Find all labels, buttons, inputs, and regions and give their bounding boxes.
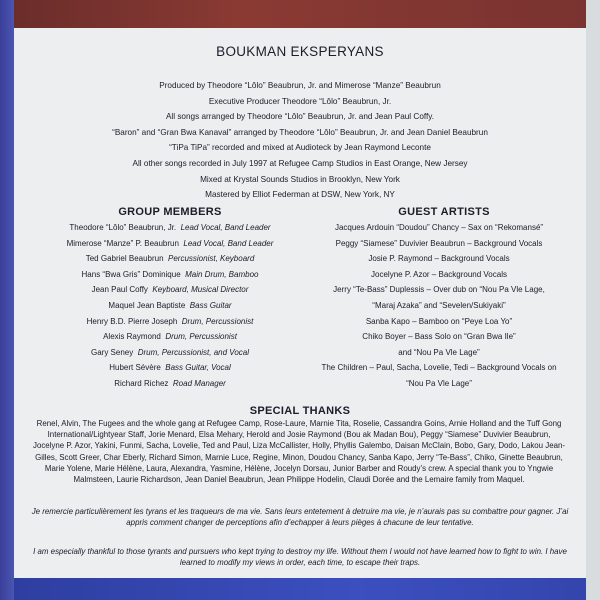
credit-line: Mastered by Elliot Federman at DSW, New York, NY	[205, 190, 395, 200]
credit-line: All songs arranged by Theodore “Lôlo” Beaubrun, Jr. and Jean Paul Coffy.	[165, 112, 435, 122]
guest-line: Jerry “Te-Bass” Duplessis – Over dub on “Nou Pa Vle Lage,	[333, 285, 545, 295]
guest-line: The Children – Paul, Sacha, Lovelie, Tedi – Background Vocals on	[321, 363, 557, 373]
member-entry	[50, 282, 290, 298]
member-name: Hans “Bwa Gris” Dominique	[81, 269, 181, 279]
credit-line: Mixed at Krystal Sounds Studios in Brooklyn, New York	[200, 174, 400, 184]
group-members-heading: GROUP MEMBERS	[118, 206, 222, 218]
booklet-page	[14, 0, 586, 600]
member-entry	[50, 329, 290, 345]
guest-artists-heading: GUEST ARTISTS	[398, 206, 490, 218]
credit-line: “Baron” and “Gran Bwa Kanaval” arranged by Theodore “Lôlo” Beaubrun, Jr. and Jean Daniel Beaubrun	[112, 127, 488, 137]
guest-line: Sanba Kapo – Bamboo on “Peye Loa Yo”	[365, 316, 513, 326]
guest-artists-list	[304, 220, 574, 392]
member-entry	[50, 314, 290, 330]
bottom-color-band	[14, 578, 586, 600]
guest-line: Jocelyne P. Azor – Background Vocals	[371, 269, 507, 279]
member-role: Drum, Percussionist	[181, 316, 254, 326]
credit-line: Produced by Theodore “Lôlo” Beaubrun, Jr. and Mimerose “Manze” Beaubrun	[159, 81, 441, 90]
guest-line: and “Nou Pa Vle Lage”	[398, 347, 480, 357]
member-entry	[50, 345, 290, 361]
member-name: Henry B.D. Pierre Joseph	[86, 316, 178, 326]
left-cover-edge	[0, 0, 14, 600]
member-name: Mimerose “Manze” P. Beaubrun	[66, 238, 179, 248]
guest-line: Peggy “Siamese” Duvivier Beaubrun – Background Vocals	[335, 238, 543, 248]
french-quote: Je remercie particulièrement les tyrans et les traqueurs de ma vie. Sans leurs entetement à detruire ma vie, je n’aurais pas su combattre pour gagner. J’ai appris comment changer de perceptions afin d’echapper à leurs pièges à chacune de leur tentative.	[31, 507, 569, 528]
member-role: Road Manager	[172, 378, 226, 388]
guest-line: “Maraj Azaka” and “Sevelen/Sukiyaki”	[372, 300, 506, 310]
member-role: Bass Guitar	[189, 300, 232, 310]
member-name: Jean Paul Coffy	[91, 285, 148, 295]
member-name: Alexis Raymond	[103, 332, 161, 342]
credit-line: Executive Producer Theodore “Lôlo” Beaubrun, Jr.	[208, 96, 392, 106]
guest-line: Jacques Ardouin “Doudou” Chancy – Sax on “Rekomansé”	[334, 223, 544, 232]
member-role: Lead Vocal, Band Leader	[180, 223, 271, 232]
member-entry	[50, 298, 290, 314]
member-role: Main Drum, Bamboo	[185, 269, 259, 279]
production-credits	[14, 78, 586, 203]
member-entry	[50, 251, 290, 267]
member-role: Bass Guitar, Vocal	[165, 363, 231, 373]
right-page-edge	[586, 0, 600, 600]
member-name: Ted Gabriel Beaubrun	[85, 254, 164, 264]
credit-line: All other songs recorded in July 1997 at Refugee Camp Studios in East Orange, New Jersey	[132, 158, 468, 168]
member-name: Gary Seney	[90, 347, 134, 357]
credit-line: “TiPa TiPa” recorded and mixed at Audioteck by Jean Raymond Leconte	[169, 143, 431, 153]
member-role: Drum, Percussionist, and Vocal	[137, 347, 249, 357]
member-role: Lead Vocal, Band Leader	[183, 238, 274, 248]
member-entry	[50, 376, 290, 392]
group-members-list	[50, 220, 290, 392]
member-role: Percussionist, Keyboard	[168, 254, 255, 264]
guest-line: Chiko Boyer – Bass Solo on “Gran Bwa Ile”	[362, 332, 516, 342]
member-name: Maquel Jean Baptiste	[108, 300, 186, 310]
guest-line: Josie P. Raymond – Background Vocals	[368, 254, 510, 264]
top-color-band	[14, 0, 586, 28]
member-role: Keyboard, Musical Director	[152, 285, 249, 295]
member-name: Hubert Sévère	[109, 363, 161, 373]
member-name: Theodore “Lôlo” Beaubrun, Jr.	[69, 223, 177, 232]
english-quote: I am especially thankful to those tyrants and pursuers who kept trying to destroy my life. Without them I would not have learned how to fight to win. I have learned to modify my views in order, each time, to escape their traps.	[33, 547, 567, 568]
member-role: Drum, Percussionist	[165, 332, 237, 342]
special-thanks-heading: SPECIAL THANKS	[249, 405, 351, 417]
guest-line: “Nou Pa Vle Lage”	[406, 378, 472, 388]
member-entry	[50, 236, 290, 252]
member-entry	[50, 360, 290, 376]
member-entry	[50, 220, 290, 236]
album-artist-title: BOUKMAN EKSPERYANS	[216, 44, 384, 59]
member-entry	[50, 267, 290, 283]
special-thanks-text: Renel, Alvin, The Fugees and the whole gang at Refugee Camp, Rose-Laure, Marnie Tita, Roselie, Cassandra Goins, Arnie Holland and the Tuff Gong International/Lightyear Staff, Jorie Menard, Elsa Mehary, Herold and Josie Raymond (Bou ak Madan Bou), Peggy “Siamese” Duvivier Beaubrun, Jocelyne P. Azor, Yakini, Funmi, Sacha, Lovelie, Ted and Paul, Liza McCallister, Holly, Phyllis Galembo, Daisan McClain, Bobo, Gary, Dodo, Lakou Jean-Gilles, Scott Greer, Char Eberly, Richard Simon, Marnie Luce, Regine, Minon, Doudou Chancy, Sanba Kapo, Jerry “Te-Bass”, Chiko, Ginette Beaubrun, Marie Yolene, Marie Hélène, Laura, Alexandra, Yasmine, Hélène, Jocelyn Dorsau, Junior Barber and Roudy’s crew. A special thank you to Yngwie Malmsteen, Laurie Richardson, Jean Daniel Beaubrun, Jean Philippe Hodelin, Claudi Dorée and the Lemaire family from Maquel.	[33, 419, 565, 485]
member-name: Richard Richez	[114, 378, 169, 388]
